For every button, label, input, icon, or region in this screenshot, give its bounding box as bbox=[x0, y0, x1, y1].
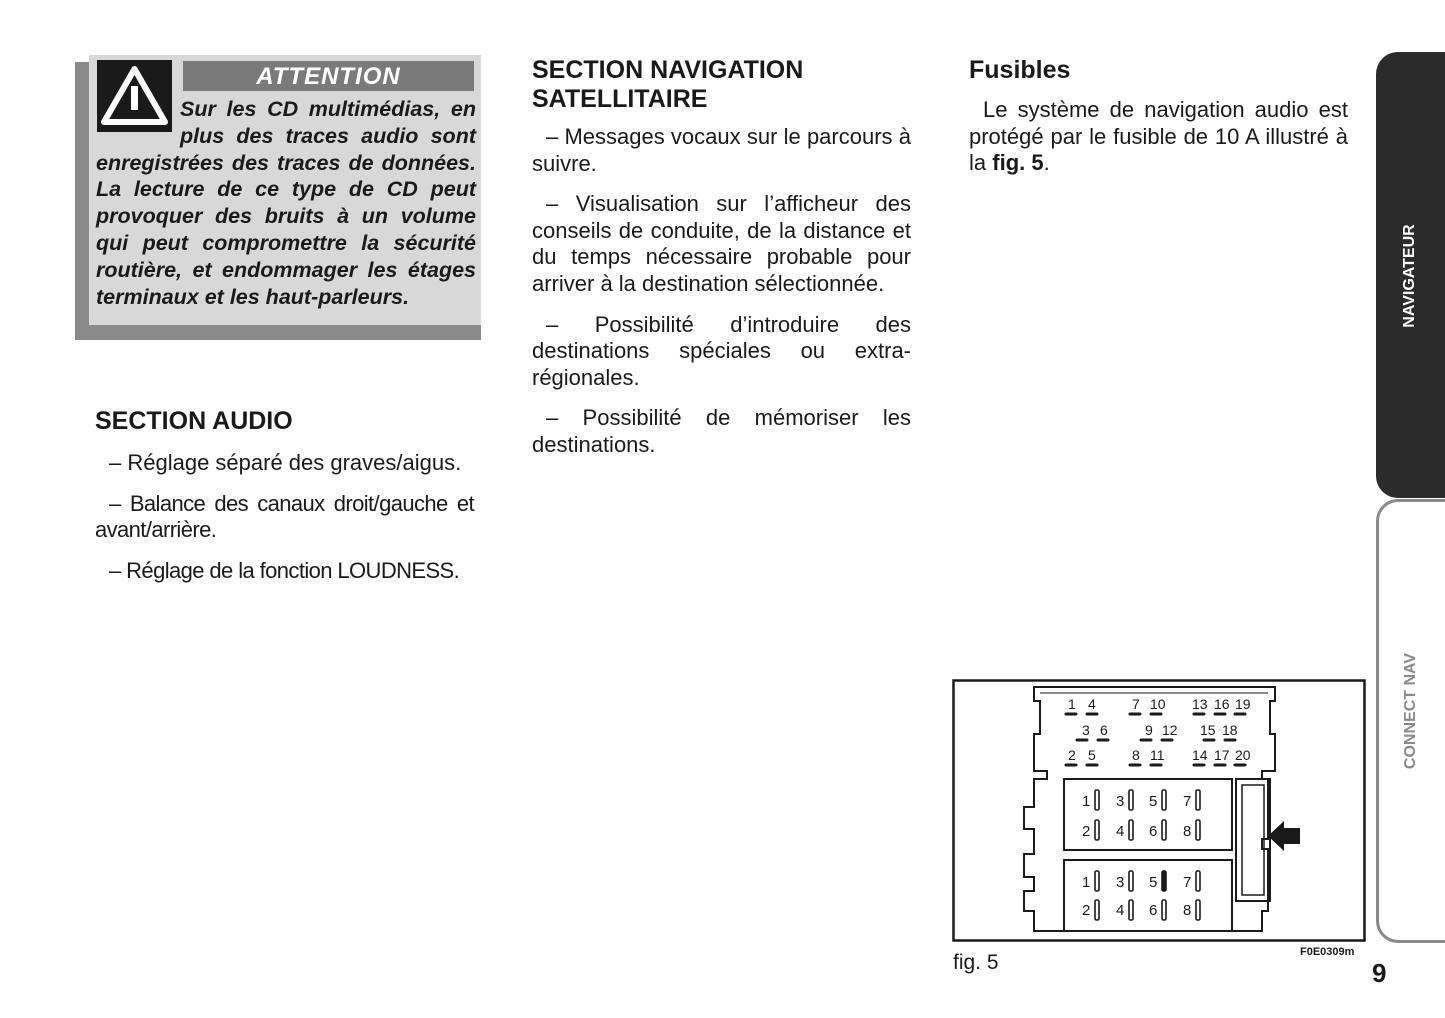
pin-label: 9 bbox=[1145, 722, 1153, 738]
pin-label: 4 bbox=[1116, 902, 1125, 919]
pin-label: 3 bbox=[1082, 722, 1090, 738]
pin-label: 3 bbox=[1116, 793, 1125, 810]
pin-label: 8 bbox=[1132, 747, 1140, 763]
pin-label: 4 bbox=[1088, 696, 1096, 712]
tab-connect-nav-label: CONNECT NAV bbox=[1402, 652, 1419, 770]
fuses-fig-ref: fig. 5 bbox=[992, 150, 1044, 176]
pin-label: 2 bbox=[1082, 823, 1091, 840]
pin-label: 17 bbox=[1214, 747, 1230, 763]
pin-label: 6 bbox=[1100, 722, 1108, 738]
pin-label: 19 bbox=[1235, 696, 1251, 712]
navigation-item-4: – Possibilité de mémoriser les destinations. bbox=[532, 405, 911, 457]
navigation-heading-line1: SECTION NAVIGATION bbox=[532, 56, 804, 84]
fuses-section bbox=[969, 56, 1348, 177]
audio-item-1: – Réglage séparé des graves/aigus. bbox=[109, 450, 462, 475]
audio-heading: SECTION AUDIO bbox=[95, 407, 293, 435]
figure-code: F0E0309m bbox=[1300, 946, 1355, 958]
pin-label: 5 bbox=[1149, 874, 1158, 891]
pin-label: 7 bbox=[1132, 696, 1140, 712]
tab-navigateur[interactable] bbox=[1376, 52, 1445, 498]
figure-label: fig. 5 bbox=[953, 951, 999, 974]
navigation-item-3: – Possibilité d’introduire des destinations spéciales ou extra-régionales. bbox=[532, 311, 911, 390]
pin-label: 20 bbox=[1235, 747, 1251, 763]
pin-label: 16 bbox=[1214, 696, 1230, 712]
fuses-text-main: Le système de navigation audio est protégé par le fusible de 10 A illustré à la bbox=[969, 97, 1348, 176]
navigation-item-2: – Visualisation sur l’afficheur des conseils de conduite, de la distance et du temps nécessaire probable pour arriver à la destination sélectionnée. bbox=[532, 191, 911, 296]
tab-connect-nav[interactable] bbox=[1376, 499, 1445, 943]
pin-label: 7 bbox=[1183, 874, 1192, 891]
audio-section bbox=[95, 407, 474, 584]
pin-label: 6 bbox=[1149, 902, 1158, 919]
pin-label: 10 bbox=[1150, 696, 1166, 712]
navigation-section bbox=[532, 56, 911, 459]
fuses-text-end: . bbox=[1043, 150, 1050, 176]
pin-label: 1 bbox=[1082, 793, 1091, 810]
pin-label: 2 bbox=[1082, 902, 1091, 919]
pin-label: 8 bbox=[1183, 902, 1192, 919]
pin-label: 11 bbox=[1150, 747, 1165, 763]
navigation-heading-line2: SATELLITAIRE bbox=[532, 85, 708, 113]
pin-label: 15 bbox=[1200, 722, 1216, 738]
attention-text bbox=[96, 96, 476, 310]
pin-label: 6 bbox=[1149, 823, 1158, 840]
audio-item-2: – Balance des canaux droit/gauche et avant/arrière. bbox=[95, 490, 474, 543]
pin-label: 4 bbox=[1116, 823, 1125, 840]
pin-label: 12 bbox=[1162, 722, 1178, 738]
pin-label: 13 bbox=[1192, 696, 1208, 712]
pin-label: 1 bbox=[1068, 696, 1076, 712]
pin-label: 1 bbox=[1082, 874, 1091, 891]
pin-label: 5 bbox=[1149, 793, 1158, 810]
fuses-text bbox=[969, 97, 1348, 177]
pin-label: 2 bbox=[1068, 747, 1076, 763]
fuses-heading: Fusibles bbox=[969, 56, 1071, 84]
pin-label: 3 bbox=[1116, 874, 1125, 891]
attention-title: ATTENTION bbox=[183, 61, 474, 91]
page-number: 9 bbox=[1372, 958, 1387, 988]
fuse-connector-diagram bbox=[952, 679, 1367, 943]
tab-navigateur-label: NAVIGATEUR bbox=[1401, 224, 1418, 328]
attention-body: Sur les CD multimédias, en plus des traces audio sont enregistrées des traces de données. La lecture de ce type de CD peut provoquer des bruits à un volume qui peut compromettre la sécurité routière, et endommager les étages terminaux et les haut-parleurs. bbox=[96, 97, 476, 309]
pin-label: 8 bbox=[1183, 823, 1192, 840]
navigation-item-1: – Messages vocaux sur le parcours à suivre. bbox=[532, 124, 911, 176]
audio-item-3: – Réglage de la fonction LOUDNESS. bbox=[109, 557, 460, 583]
pin-label: 7 bbox=[1183, 793, 1192, 810]
pin-label: 18 bbox=[1222, 722, 1238, 738]
pin-label: 5 bbox=[1088, 747, 1096, 763]
pin-label: 14 bbox=[1192, 747, 1208, 763]
